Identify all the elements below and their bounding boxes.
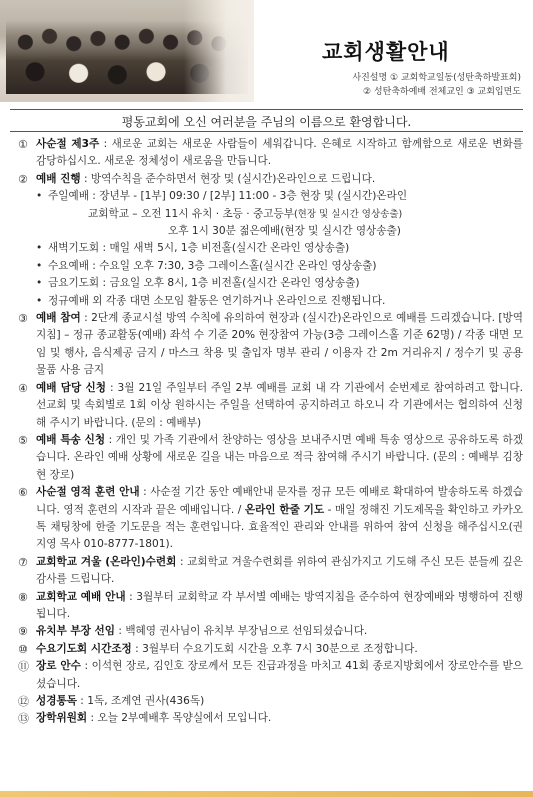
item-text: : 2단계 종교시설 방역 수칙에 유의하여 현장과 (실시간)온라인으로 예배를 드리겠습니다. [방역 지침] – 정규 종교활동(예배) 좌석 수 기준 20% 현장참여 가능(3층 그레이스홀 기준 62명) / 각종 대면 모임 및 행사, 음식제공 금지 / 마스크 착용 및 출입자 명부 관리 / 이용자 간 2m 거리유지 / 정수기 및 공용물품 사용 금지: [36, 312, 524, 377]
announcement-item: [18, 623, 523, 640]
bullet-icon: •: [36, 190, 43, 203]
item-title: 수요기도회 시간조정: [36, 642, 132, 655]
item-text: : 3월 21일 주일부터 주일 2부 예배를 교회 내 각 기관에서 순번제로 참여하려고 합니다. 선교회 및 속회별로 1회 이상 원하시는 주일을 선택하여 공지하려고 하오니 각 기관에서는 협의하여 신청해 주시기 바랍니다. (문의 : 예배부): [36, 381, 524, 429]
item-title: 성경통독: [36, 695, 77, 707]
photo-caption-line1: 사진설명 ① 교회학교일동(성탄축하발표회): [352, 73, 521, 83]
worship-schedule-note: • 정규예배 외 각종 대면 소모임 활동은 연기하거나 온라인으로 진행됩니다.: [18, 293, 523, 310]
item-text-2: - 매일 정해진 기도제목을 확인하고 카카오톡 채팅창에 한줄 기도문을 적는 훈련입니다. 효율적인 관리와 안내를 위하여 참여 신청을 해주십시오(권지영 목사 010-8777-1801).: [36, 503, 523, 551]
bullet-icon: •: [36, 259, 43, 272]
item-text: : 3월부터 수요기도회 시간을 오후 7시 30분으로 조정합니다.: [131, 642, 418, 655]
photo-fade: [184, 0, 254, 102]
announcement-item: [18, 380, 523, 432]
item-number: ⑬: [18, 712, 29, 726]
item-title: 장로 안수: [36, 660, 81, 673]
announcement-item: [18, 310, 523, 380]
bottom-accent-bar: [0, 791, 533, 797]
item-text: : 오늘 2부예배후 목양실에서 모입니다.: [87, 712, 272, 725]
item-number: ⑧: [18, 590, 28, 604]
page-title: 교회생활안내: [322, 40, 450, 64]
announcement-item: [18, 432, 523, 484]
announcement-item: [18, 171, 523, 188]
item-number: ⑥: [18, 486, 28, 500]
item-title: 예배 담당 신청: [36, 381, 106, 394]
welcome-message: 평동교회에 오신 여러분을 주님의 이름으로 환영합니다.: [121, 115, 412, 129]
bullet-icon: •: [36, 277, 43, 290]
announcement-item: [18, 589, 523, 624]
item-title: 사순절 영적 훈련 안내: [36, 486, 140, 499]
item-text: : 3월부터 교회학교 각 부서별 예배는 방역지침을 준수하여 현장예배와 병행하여 진행됩니다.: [36, 590, 523, 620]
announcement-item: [18, 693, 523, 710]
divider-mid: [10, 131, 523, 132]
announcement-item: [18, 484, 523, 554]
bullet-icon: •: [36, 242, 43, 255]
item-number: ⑫: [18, 695, 29, 708]
item-number: ⑦: [18, 555, 28, 569]
item-number: ④: [18, 381, 28, 395]
worship-schedule-dawn: • 새벽기도회 : 매일 새벽 5시, 1층 비전홀(실시간 온라인 영상송출): [18, 240, 523, 257]
item-number: ①: [18, 138, 28, 151]
item-text: : 개인 및 가족 기관에서 찬양하는 영상을 보내주시면 예배 특송 영상으로 공유하도록 하겠습니다. 온라인 예배 상황에 새로운 길을 내는 마음으로 적극 참여해 주시기 바랍니다. (문의 : 예배부 김창현 장로): [36, 433, 523, 481]
announcement-list: [18, 136, 523, 785]
worship-schedule-youth: 오후 1시 30분 젊은예배(현장 및 실시간 영상송출): [168, 225, 401, 238]
item-title: 교회학교 겨울 (온라인)수련회: [36, 555, 177, 568]
announcement-item: [18, 710, 523, 727]
item-number: ③: [18, 312, 28, 326]
item-text: : 이석현 장로, 김인호 장로께서 모든 진급과정을 마치고 41회 종로지방회에서 장로안수를 받으셨습니다.: [36, 660, 524, 690]
item-text: : 1독, 조계연 권사(436독): [76, 695, 205, 707]
item-text: : 새로운 교회는 새로운 사람들이 세워갑니다. 은혜로 시작하고 함께함으로 새로운 변화를 감당하십시오. 새로운 정체성이 새로움을 만듭니다.: [36, 138, 523, 168]
item-title: 장학위원회: [36, 712, 88, 725]
announcement-item: [18, 554, 523, 589]
worship-schedule-sunday: • 주일예배 : 장년부 - [1부] 09:30 / [2부] 11:00 - 3층 현장 및 (실시간)온라인: [18, 188, 523, 205]
item-subtitle: 온라인 한줄 기도: [244, 503, 325, 516]
item-number: ⑩: [18, 642, 28, 656]
item-title: 사순절 제3주: [36, 138, 100, 150]
worship-schedule-friday: • 금요기도회 : 금요일 오후 8시, 1층 비전홀(실시간 온라인 영상송출): [18, 275, 523, 292]
announcement-item: [18, 136, 523, 171]
bullet-icon: •: [36, 294, 43, 307]
worship-schedule-school: 교회학교 – 오전 11시 유치 · 초등 · 중고등부(현장 및 실시간 영상송출): [88, 207, 403, 220]
announcement-item: [18, 658, 523, 693]
item-text: : 방역수칙을 준수하면서 현장 및 (실시간)온라인으로 드립니다.: [80, 172, 376, 185]
photo-caption-line2: ② 성탄축하예배 전체교인 ③ 교회입면도: [363, 87, 521, 97]
item-title: 예배 특송 신청: [36, 433, 106, 446]
announcement-item: [18, 641, 523, 658]
divider-top: [10, 109, 523, 110]
item-number: ⑨: [18, 625, 28, 639]
item-text: : 사순절 기간 동안 예배안내 문자를 정규 모든 예배로 확대하여 발송하도록 하겠습니다. 영적 훈련의 시작과 끝은 예배입니다. /: [36, 486, 524, 516]
item-number: ②: [18, 172, 28, 186]
item-number: ⑤: [18, 433, 28, 447]
item-text: : 백혜영 권사님이 유치부 부장님으로 선임되셨습니다.: [115, 625, 368, 638]
item-title: 예배 참여: [36, 312, 81, 325]
worship-schedule-wednesday: • 수요예배 : 수요일 오후 7:30, 3층 그레이스홀(실시간 온라인 영상송출): [18, 258, 523, 275]
item-text: : 교회학교 겨울수련회를 위하여 관심가지고 기도해 주신 모든 분들께 깊은 감사를 드립니다.: [36, 555, 523, 586]
item-number: ⑪: [18, 660, 29, 674]
item-title: 유치부 부장 선임: [36, 625, 116, 638]
item-title: 예배 진행: [36, 172, 81, 185]
item-title: 교회학교 예배 안내: [36, 590, 126, 603]
church-group-photo: [0, 0, 254, 102]
